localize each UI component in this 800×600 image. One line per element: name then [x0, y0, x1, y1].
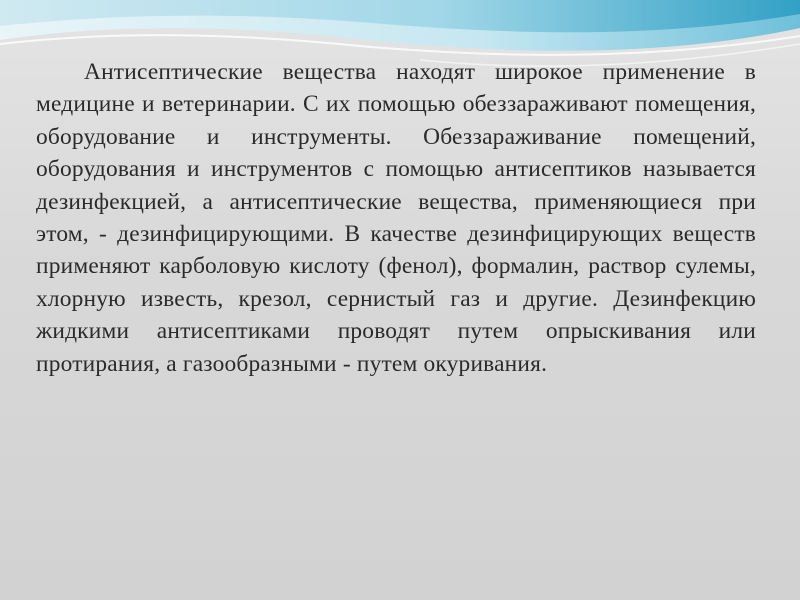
- body-paragraph: Антисептические вещества находят широкое применение в медицине и ветеринарии. С их помощью обеззараживают помещения, оборудование и инструменты. Обеззараживание помещений, оборудования и инструментов с помощью антисептиков называется дезинфекцией, а антисептические вещества, применяющиеся при этом, - дезинфицирующими. В качестве дезинфицирующих веществ применяют карболовую кислоту (фенол), формалин, раствор сулемы, хлорную известь, крезол, сернистый газ и другие. Дезинфекцию жидкими антисептиками проводят путем опрыскивания или протирания, а газообразными - путем окуривания.: [36, 59, 756, 377]
